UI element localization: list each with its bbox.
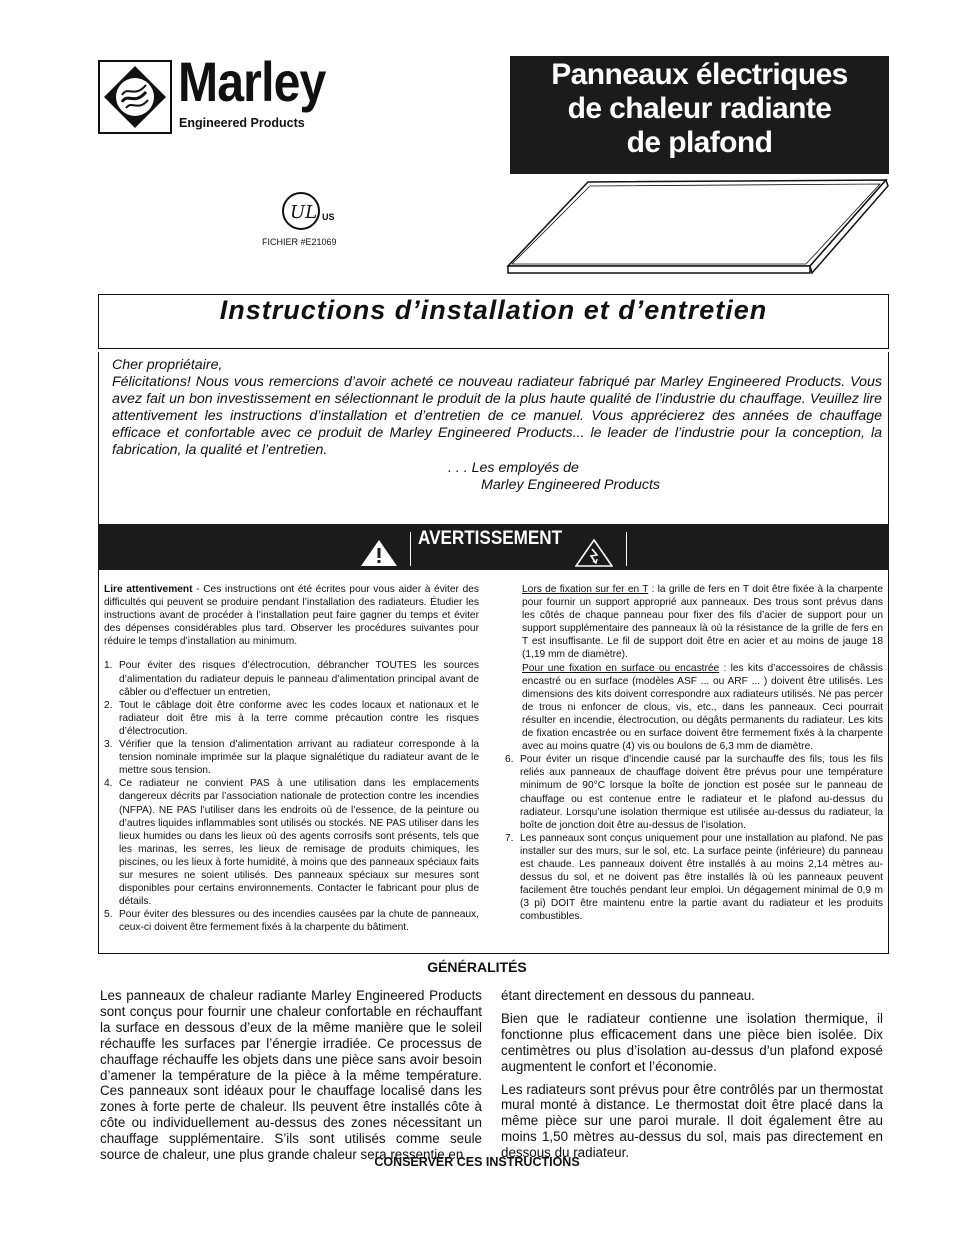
title-line-3: de plafond — [626, 126, 773, 159]
warning-intro — [104, 583, 479, 648]
warning-item-text: Ce radiateur ne convient PAS à une utilisation dans les emplacements dangereux décrits par l’association nationale de protection contre les incendies (NFPA). NE PAS l’utiliser dans les endroits où de l’essence, de la peinture ou d’autres liquides inflammables sont utilisés ou stockés. NE PAS utiliser dans les lieux humides ou dans les lieux où des agents corrosifs sont présents, tels que les marinas, les serres, les lieux de remisage de produits chimiques, les piscines, ou les lieux à forte humidité, à moins que des panneaux spéciaux faits sur mesures ne soient utilisés. Des panneaux spéciaux sur mesures sont disponibles pour certains environnements. Contacter le fabricant pour plus de détails. — [119, 778, 479, 908]
instructions-header — [98, 294, 889, 349]
title-line-1: Panneaux électriques — [551, 58, 848, 91]
warning-intro-text: - Ces instructions ont été écrites pour vous aider à éviter des difficultés qui peuvent se produire pendant l’installation des radiateurs. Étudier les instructions avant de procéder à l’installation peut faire gagner du temps et éviter des dépenses considérables plus tard. Observer les procédures suivantes pour réduire le temps d’installation au minimum. — [104, 584, 479, 648]
warning-intro-bold: Lire attentivement — [104, 584, 193, 595]
warning-item-text: Les panneaux sont conçus uniquement pour une installation au plafond. Ne pas installer sur des murs, sur le sol, etc. La surface peinte (inférieure) du panneau est chaude. Les panneaux doivent être installés à au moins 2,14 mètres au-dessus du sol, et ne doivent pas être installés là où les panneaux peuvent facilement être touchés pendant leur emploi. Un dégagement minimal de 0,9 m (3 pi) DOIT être maintenu entre la partie avant du radiateur et les produits combustibles. — [520, 832, 883, 923]
caution-triangle-icon — [360, 539, 398, 572]
letter-signature-line-1: . . . Les employés de — [448, 460, 579, 476]
warning-item-number: 7. — [505, 832, 514, 844]
warning-item — [505, 753, 883, 832]
instructions-title: Instructions d’installation et d’entretien — [219, 295, 768, 325]
warning-item-text: Vérifier que la tension d’alimentation arrivant au radiateur corresponde à la tension nominale imprimée sur la plaque signalétique du radiateur avant de le mettre sous tension. — [119, 739, 479, 777]
warning-item-text: Pour éviter un risque d’incendie causé par la surchauffe des fils, tous les fils reliés aux panneaux de chauffage doivent être prévus pour une température minimum de 90°C lorsque la boîte de jonction est posée sur le panneau de chauffage ou est contenue entre le radiateur et le plafond au-dessus du radiateur. Lorsqu’une isolation thermique est utilisée au-dessus du radiateur, la boîte de jonction doit être au-dessus de l’isolation. — [520, 754, 883, 831]
tbar-text: : la grille de fers en T doit être fixée à la charpente pour fournir un support approprié aux panneaux. Des trous sont prévus dans les côtés de chaque panneau pour fixer des fils d’acier de support pour un support supplémentaire des panneaux là où la résistance de la grille de fers en T est insuffisante. Le fil de support doit être en acier et au moins de jauge 18 (1,19 mm de diamètre). — [522, 584, 884, 661]
warning-item — [505, 832, 883, 924]
warning-column-right — [505, 583, 883, 923]
warning-item-text: Pour éviter des blessures ou des incendies causées par la chute de panneaux, ceux-ci doivent être fermement fixés à la charpente du bâtiment. — [119, 909, 479, 934]
surface-text: : les kits d’accessoires de châssis encastré ou en surface (modèles ASF ... ou ARF ... ) doivent être utilisés. Les dimensions des kits doivent correspondre aux radiateurs utilisés. Ne pas percer de trous ni enfoncer de clous, vis, etc., dans les panneaux. Ceci pourrait résulter en incendie, électrocution, ou dégâts permanents du radiateur. Les kits de fixation encastrée ou en surface doivent être fermement fixés à la charpente avec au moins quatre (4) vis ou boulons de 6,3 mm de diamètre. — [522, 662, 884, 753]
document-title — [510, 56, 889, 174]
tbar-heading: Lors de fixation sur fer en T — [522, 584, 649, 595]
footer-save-instructions: CONSERVER CES INSTRUCTIONS — [374, 1155, 580, 1169]
generalites-paragraph: Bien que le radiateur contienne une isolation thermique, il fonctionne plus efficacement dans une pièce bien isolée. Dix centimètres ou plus d’isolation au-dessus d’un plafond exposé augmentent le confort et l’économie. — [501, 1010, 883, 1074]
surface-mounting-note — [505, 662, 883, 754]
letter-signature-line-2: Marley Engineered Products — [481, 477, 661, 493]
warning-list-2 — [505, 753, 883, 923]
warning-item-number: 2. — [104, 699, 113, 711]
letter-greeting: Cher propriétaire, — [112, 357, 223, 373]
warning-item-text: Pour éviter des risques d’électrocution, débrancher TOUTES les sources d’alimentation du radiateur depuis le panneau d’alimentation principal avant de câbler ou d’effectuer un entretien, — [119, 660, 479, 698]
warning-item-number: 5. — [104, 909, 113, 921]
warning-divider-left — [410, 532, 411, 566]
generalites-paragraph: étant directement en dessous du panneau. — [501, 988, 755, 1003]
flame-emblem-icon — [100, 62, 170, 132]
warning-item — [104, 908, 479, 934]
generalites-paragraph: Les radiateurs sont prévus pour être contrôlés par un thermostat mural monté à distance. Le thermostat doit être placé dans la même pièce sur une paroi murale. Il doit également être au moins 1,50 mètres au-dessus du sol, mais pas directement en dessous du radiateur. — [501, 1081, 883, 1161]
generalites-column-left — [100, 988, 482, 1170]
ceiling-panel-illustration — [500, 178, 892, 283]
warning-item — [104, 777, 479, 908]
electric-shock-icon — [575, 539, 613, 572]
ul-us-text: US — [322, 212, 335, 222]
warning-item-number: 1. — [104, 660, 113, 672]
brand-name: Marley — [178, 50, 326, 113]
marley-logo-emblem — [98, 60, 172, 134]
brand-subtitle: Engineered Products — [179, 116, 305, 130]
owner-letter — [112, 357, 882, 459]
warning-item — [104, 738, 479, 777]
warning-column-left — [104, 583, 479, 934]
letter-body: Félicitations! Nous vous remercions d’avoir acheté ce nouveau radiateur fabriqué par Marley Engineered Products. Vous avez fait un bon investissement en sélectionnant le produit de la plus haute qualité de l’industrie du chauffage. Veuillez lire attentivement les instructions d’installation et d’entretien de ce manuel. Vous apprécierez des années de chauffage efficace et confortable avec ce produit de Marley Engineered Products... le leader de l’industrie pour la conception, la fabrication, la qualité et l’entretien. — [112, 374, 882, 458]
warning-item-number: 4. — [104, 778, 113, 790]
warning-item-number: 6. — [505, 754, 514, 766]
warning-label: AVERTISSEMENT — [418, 528, 563, 549]
generalites-column-right — [501, 988, 883, 1168]
warning-item-number: 3. — [104, 739, 113, 751]
warning-list-1 — [104, 659, 479, 934]
ul-certification-icon — [280, 190, 344, 239]
warning-item-text: Tout le câblage doit être conforme avec les codes locaux et nationaux et le radiateur doit être mis à la terre comme précaution contre les risques d’électrocution. — [119, 699, 479, 737]
ul-file-number: FICHIER #E21069 — [262, 237, 337, 247]
ul-mark-text: UL — [290, 202, 318, 223]
tbar-mounting-note — [505, 583, 883, 662]
surface-heading: Pour une fixation en surface ou encastrée — [522, 662, 720, 674]
generalites-heading: GÉNÉRALITÉS — [427, 959, 527, 975]
warning-item — [104, 699, 479, 738]
warning-item — [104, 659, 479, 698]
generalites-paragraph: Les panneaux de chaleur radiante Marley Engineered Products sont conçus pour fournir une chaleur confortable en réchauffant la surface en dessous d’eux de la même manière que le soleil réchauffe les surfaces par l’énergie irradiée. Ce processus de chauffage réchauffe les objets dans une pièce sans avoir besoin d’amener la température de la pièce à la même température. Ces panneaux sont idéaux pour le chauffage localisé dans les zones à forte perte de chaleur. Ils peuvent être installés côte à côte ou individuellement au-dessus des zones nécessitant un chauffage supplémentaire. S’ils sont utilisés comme seule source de chaleur, une plus grande chaleur sera ressentie en — [100, 988, 482, 1163]
warning-divider-right — [626, 532, 627, 566]
title-line-2: de chaleur radiante — [567, 92, 832, 125]
